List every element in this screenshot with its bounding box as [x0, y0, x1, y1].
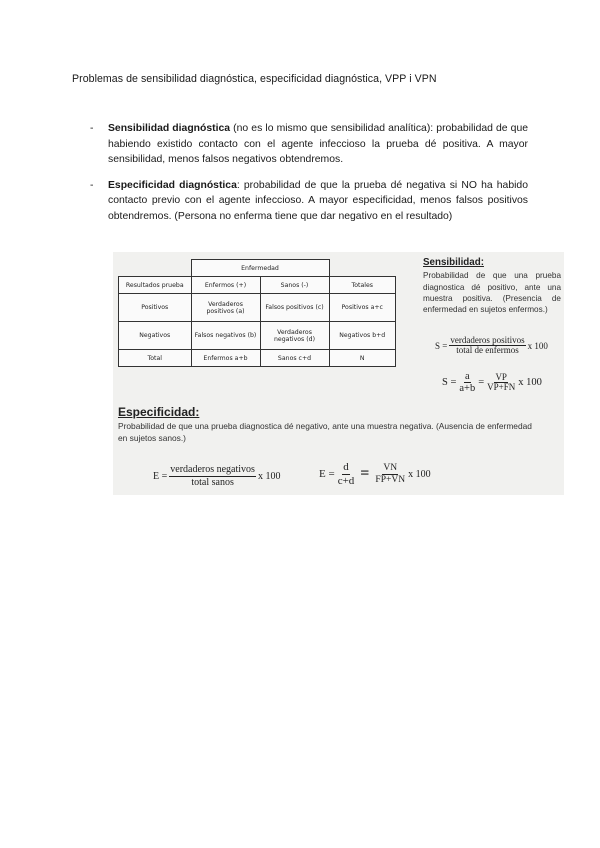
- formula-fraction: [374, 464, 406, 485]
- formula-numerator: verdaderos positivos: [450, 335, 525, 345]
- formula-fraction: [486, 373, 516, 393]
- definitions-list: [90, 121, 528, 234]
- formula-numerator: verdaderos negativos: [170, 464, 255, 475]
- formula-denominator: c+d: [337, 474, 355, 487]
- formula-denominator: FP+VN: [375, 474, 406, 485]
- formula-multiplier: x 100: [518, 377, 542, 389]
- table-cell: Positivos a+c: [329, 294, 396, 322]
- formula-fraction: [169, 465, 256, 488]
- formula-numerator: a: [464, 371, 470, 382]
- formula-equals: =: [478, 377, 485, 389]
- table-row: [119, 350, 396, 367]
- sensibilidad-box: [423, 257, 561, 315]
- sensibilidad-heading: Sensibilidad:: [423, 257, 484, 268]
- sensibilidad-formula-letters: [442, 371, 542, 395]
- table-cell: N: [329, 350, 396, 367]
- formula-numerator: VN: [383, 462, 398, 473]
- bullet-dash: -: [90, 179, 94, 191]
- formula-multiplier: x 100: [257, 470, 281, 482]
- table-row: [119, 322, 396, 350]
- formula-denominator: a+b: [459, 383, 476, 395]
- header-enfermedad: Enfermedad: [191, 260, 329, 277]
- term-sensibilidad: Sensibilidad diagnóstica: [108, 123, 231, 134]
- formula-lhs: S =: [442, 377, 457, 389]
- table-cell: Sanos c+d: [260, 350, 329, 367]
- formula-denominator: total de enfermos: [456, 345, 519, 356]
- table-cell: Verdaderos negativos (d): [260, 322, 329, 350]
- table-cell: Falsos positivos (c): [260, 294, 329, 322]
- definition-sensibilidad: (no es lo mismo que sensibilidad analítica): probabilidad de que habiendo existido contacto con el agente infeccioso la prueba dé positiva. A mayor sensibilidad, menos falsos negativos obtendremos.: [108, 123, 529, 165]
- table-row: [119, 294, 396, 322]
- row-label: Total: [119, 350, 192, 367]
- formula-denominator: total sanos: [191, 476, 234, 488]
- formula-lhs: E =: [319, 468, 335, 481]
- row-label: Positivos: [119, 294, 192, 322]
- header-sanos: Sanos (-): [260, 277, 329, 294]
- contingency-table: [118, 259, 396, 367]
- embedded-figure: [113, 252, 564, 495]
- formula-lhs: E =: [153, 470, 168, 482]
- bullet-dash: -: [90, 123, 94, 134]
- table-cell: Falsos negativos (b): [191, 322, 260, 350]
- header-resultados: Resultados prueba: [119, 277, 192, 294]
- table-cell: Verdaderos positivos (a): [191, 294, 260, 322]
- page-title: Problemas de sensibilidad diagnóstica, especificidad diagnóstica, VPP i VPN: [72, 73, 437, 85]
- formula-fraction: [337, 462, 356, 487]
- row-label: Negativos: [119, 322, 192, 350]
- definition-especificidad: : probabilidad de que la prueba dé negativa si NO ha habido contacto previo con el agente infeccioso. A mayor especificidad, menos falsos positivos obtendremos. (Persona no enferma tiene que dar negativo en el resultado): [108, 179, 528, 222]
- especificidad-text: Probabilidad de que una prueba diagnostica dé negativo, ante una muestra negativa. (Ausencia de enfermedad en sujetos sanos.): [118, 421, 532, 443]
- header-enfermos: Enfermos (+): [191, 277, 260, 294]
- formula-denominator: VP+FN: [487, 382, 516, 393]
- table-cell: Enfermos a+b: [191, 350, 260, 367]
- formula-multiplier: x 100: [408, 468, 431, 480]
- formula-fraction: [458, 371, 476, 395]
- header-totales: Totales: [329, 277, 396, 294]
- formula-numerator: VP: [495, 371, 507, 382]
- especificidad-heading: Especificidad:: [118, 405, 200, 419]
- especificidad-formula-words: [153, 465, 280, 488]
- formula-numerator: d: [343, 461, 349, 473]
- sensibilidad-formula-words: [435, 336, 548, 356]
- formula-lhs: S =: [435, 341, 448, 352]
- especificidad-formula-letters: [319, 462, 431, 487]
- formula-fraction: [449, 336, 525, 356]
- term-especificidad: Especificidad diagnóstica: [108, 179, 237, 191]
- formula-multiplier: x 100: [527, 341, 548, 352]
- sensibilidad-text: Probabilidad de que una prueba diagnostica dé positivo, ante una muestra positiva. (Presencia de enfermedad en sujetos enfermos.): [423, 271, 561, 315]
- formula-equals: =: [360, 465, 370, 483]
- table-cell: Negativos b+d: [329, 322, 396, 350]
- list-item-sensibilidad: [90, 121, 528, 168]
- list-item-especificidad: [90, 178, 528, 225]
